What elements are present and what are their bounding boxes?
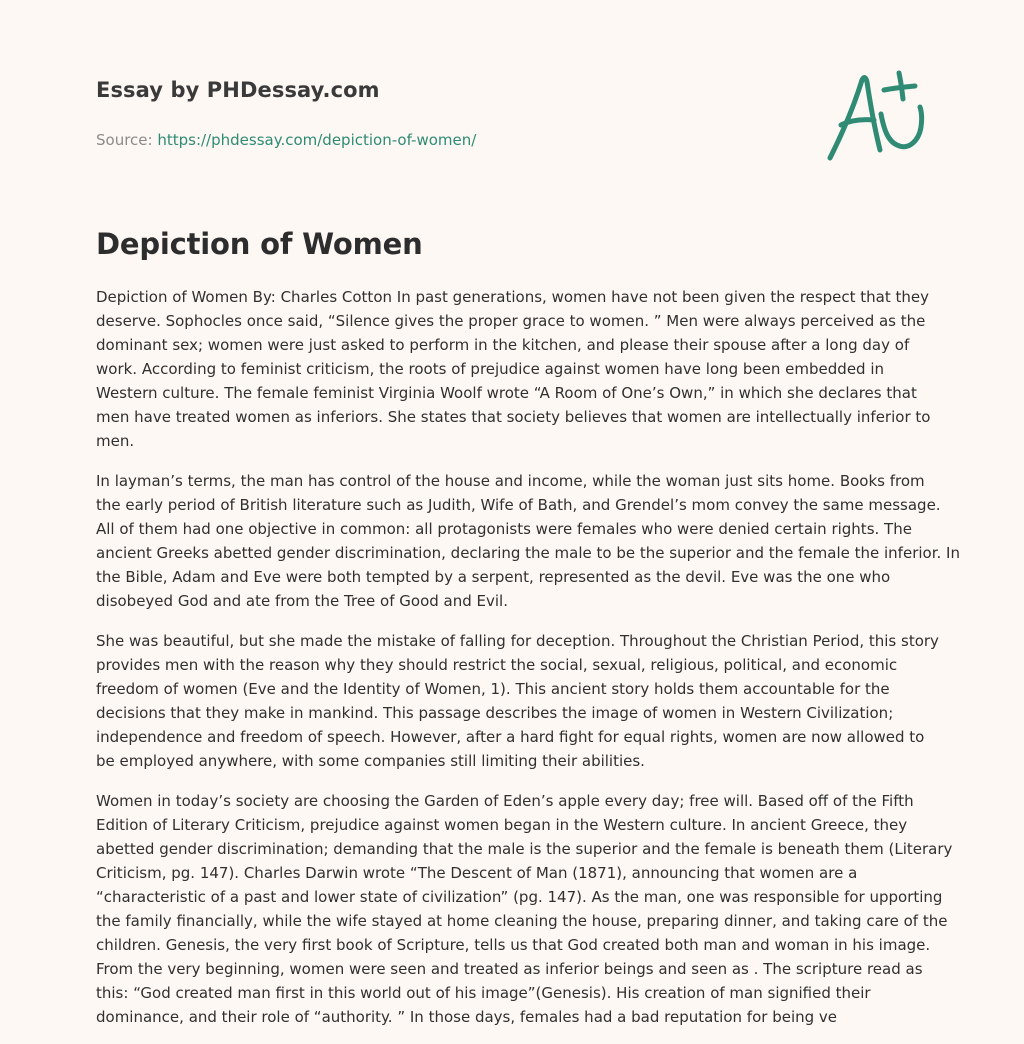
paragraph-line: provides men with the reason why they should restrict the social, sexual, religious, political, and economic xyxy=(96,656,898,674)
paragraph-line: dominant sex; women were just asked to perform in the kitchen, and please their spouse after a long day of xyxy=(96,336,910,354)
paragraph-line: decisions that they make in mankind. This passage describes the image of women in Western Civilization; xyxy=(96,704,894,722)
essay-paragraph-2 xyxy=(96,469,960,613)
paragraph-line: abetted gender discrimination; demanding that the male is the superior and the female is beneath them (Literary xyxy=(96,840,953,858)
paragraph-line: Depiction of Women By: Charles Cotton In past generations, women have not been given the respect that they xyxy=(96,288,929,306)
paragraph-line: the early period of British literature such as Judith, Wife of Bath, and Grendel’s mom convey the same message. xyxy=(96,496,941,514)
paragraph-line: disobeyed God and ate from the Tree of Good and Evil. xyxy=(96,592,508,610)
paragraph-line: be employed anywhere, with some companies still limiting their abilities. xyxy=(96,752,645,770)
paragraph-line: From the very beginning, women were seen and treated as inferior beings and seen as . The scripture read as xyxy=(96,960,923,978)
site-title: Essay by PHDessay.com xyxy=(96,78,380,102)
essay-paragraph-4 xyxy=(96,789,953,1029)
paragraph-line: She was beautiful, but she made the mistake of falling for deception. Throughout the Christian Period, this story xyxy=(96,632,939,650)
paragraph-line: dominance, and their role of “authority. ” In those days, females had a bad reputation for being ve xyxy=(96,1008,838,1026)
article-title: Depiction of Women xyxy=(96,227,423,261)
paragraph-line: independence and freedom of speech. However, after a hard fight for equal rights, women are now allowed to xyxy=(96,728,925,746)
paragraph-line: Edition of Literary Criticism, prejudice against women began in the Western culture. In ancient Greece, they xyxy=(96,816,908,834)
paragraph-line: Western culture. The female feminist Virginia Woolf wrote “A Room of One’s Own,” in which she declares that xyxy=(96,384,917,402)
a-plus-logo-icon xyxy=(818,68,930,164)
paragraph-line: men. xyxy=(96,432,135,450)
paragraph-line: men have treated women as inferiors. She states that society believes that women are intellectually inferior to xyxy=(96,408,931,426)
paragraph-line: deserve. Sophocles once said, “Silence gives the proper grace to women. ” Men were always perceived as the xyxy=(96,312,926,330)
paragraph-line: All of them had one objective in common: all protagonists were females who were denied certain rights. The xyxy=(96,520,912,538)
source-link[interactable]: https://phdessay.com/depiction-of-women/ xyxy=(157,131,477,149)
paragraph-line: the family financially, while the wife stayed at home cleaning the house, preparing dinner, and taking care of the xyxy=(96,912,948,930)
essay-paragraph-1 xyxy=(96,285,932,453)
paragraph-line: “characteristic of a past and lower state of civilization” (pg. 147). As the man, one was responsible for upporting xyxy=(96,888,943,906)
paragraph-line: freedom of women (Eve and the Identity of Women, 1). This ancient story holds them accountable for the xyxy=(96,680,890,698)
essay-body xyxy=(96,285,960,1029)
paragraph-line: this: “God created man first in this world out of his image”(Genesis). His creation of man signified their xyxy=(96,984,871,1002)
paragraph-line: Women in today’s society are choosing the Garden of Eden’s apple every day; free will. Based off of the Fifth xyxy=(96,792,914,810)
paragraph-line: ancient Greeks abetted gender discrimination, declaring the male to be the superior and the female the inferior. In xyxy=(96,544,960,562)
paragraph-line: Criticism, pg. 147). Charles Darwin wrote “The Descent of Man (1871), announcing that women are a xyxy=(96,864,858,882)
source-label: Source: xyxy=(96,131,158,149)
paragraph-line: children. Genesis, the very first book of Scripture, tells us that God created both man and woman in his image. xyxy=(96,936,931,954)
paragraph-line: work. According to feminist criticism, the roots of prejudice against women have long been embedded in xyxy=(96,360,885,378)
site-header xyxy=(96,76,696,150)
source-line xyxy=(96,130,696,150)
essay-paragraph-3 xyxy=(96,629,939,773)
paragraph-line: In layman’s terms, the man has control of the house and income, while the woman just sits home. Books from xyxy=(96,472,925,490)
paragraph-line: the Bible, Adam and Eve were both tempted by a serpent, represented as the devil. Eve was the one who xyxy=(96,568,891,586)
